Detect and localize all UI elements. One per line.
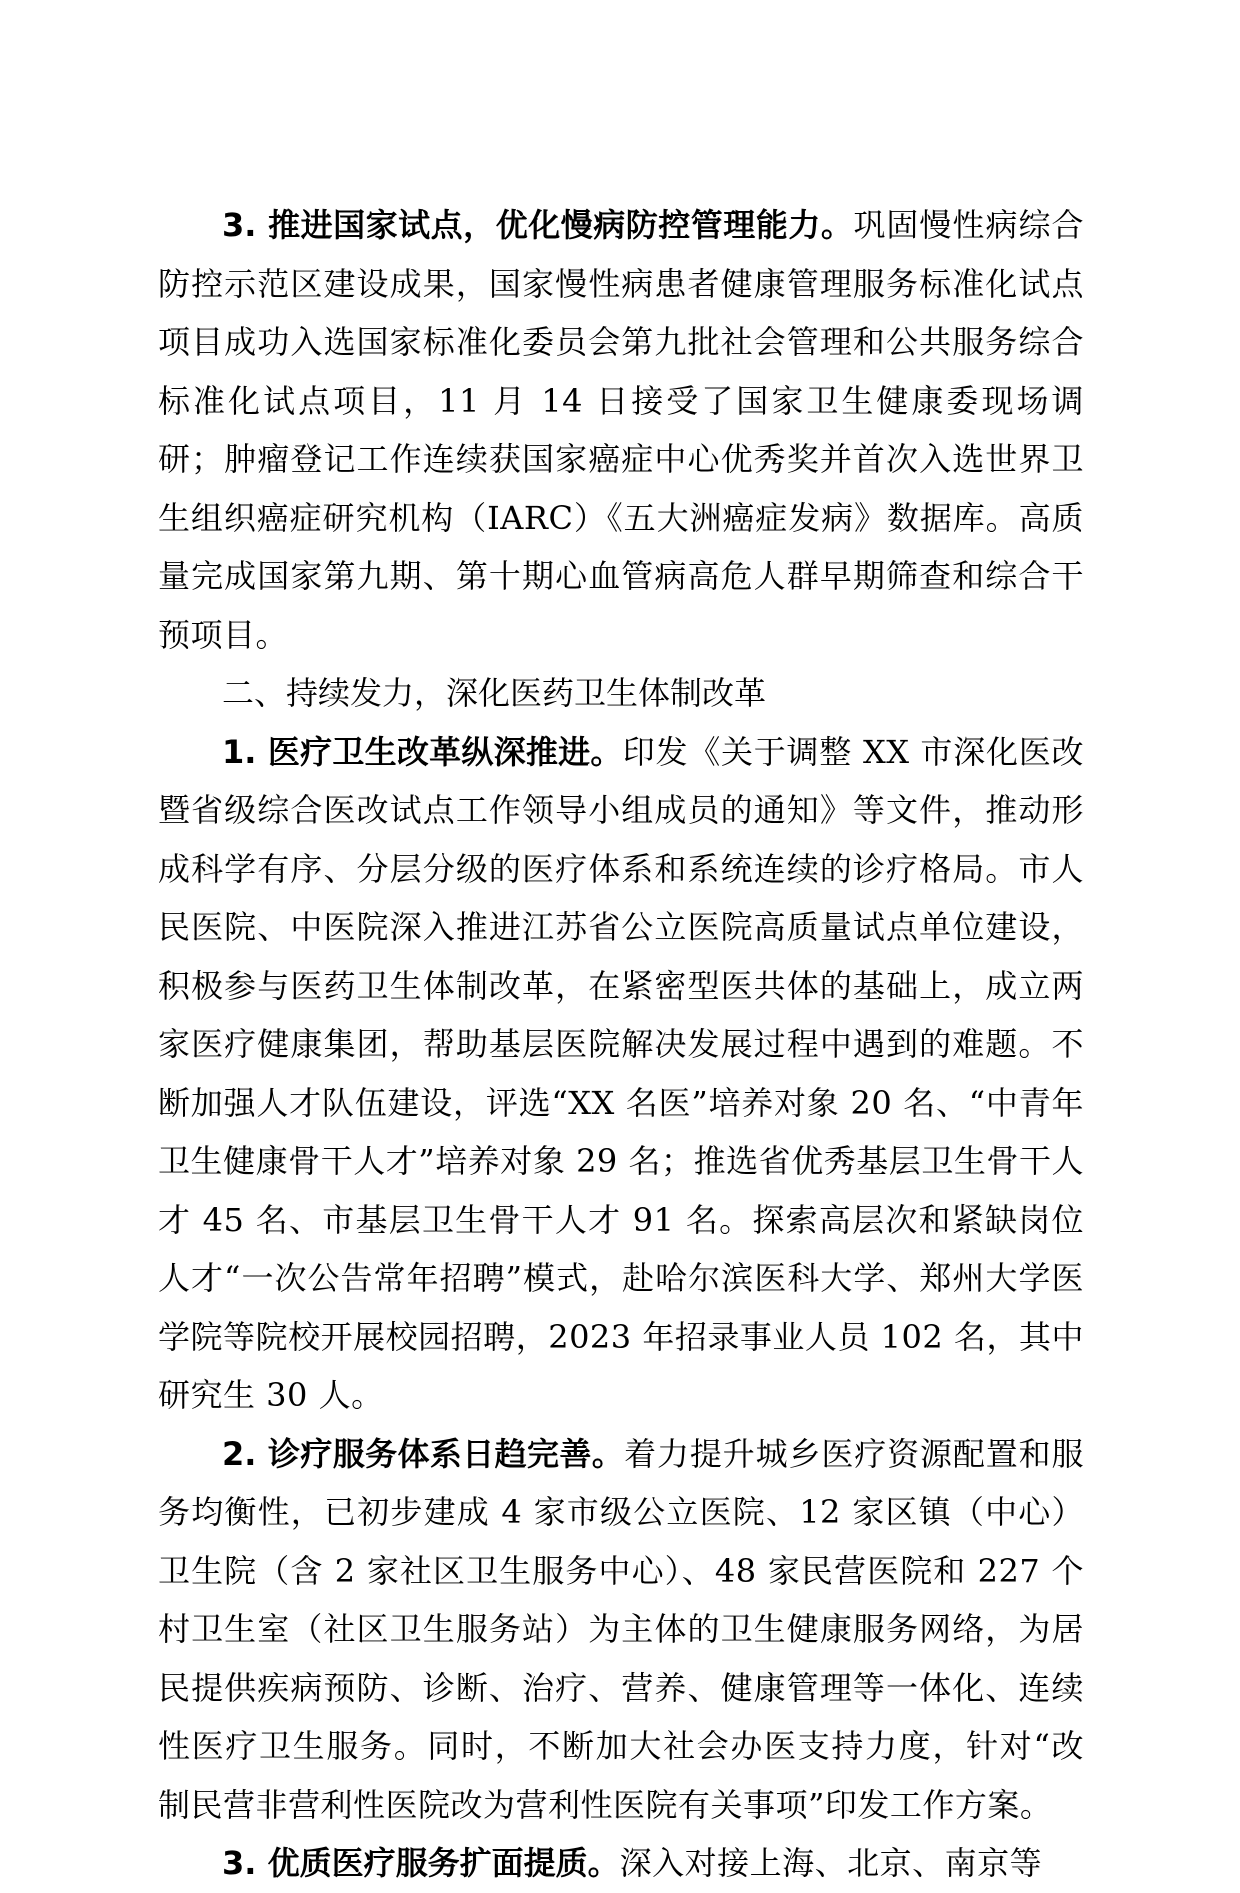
paragraph-text: 巩固慢性病综合防控示范区建设成果，国家慢性病患者健康管理服务标准化试点项目成功入选国家标准化委员会第九批社会管理和公共服务综合标准化试点项目，11 月 14 日接受了国家卫生健康委现场调研；肿瘤登记工作连续获国家癌症中心优秀奖并首次入选世界卫生组织癌症研究机构（IARC）《五大洲癌症发病》数据库。高质量完成国家第九期、第十期心血管病高危人群早期筛查和综合干预项目。 (158, 206, 1084, 654)
paragraph-text: 深入对接上海、北京、南京等 (619, 1844, 1043, 1882)
paragraph-lead: 2. 诊疗服务体系日趋完善。 (222, 1434, 625, 1473)
section-heading: 二、持续发力，深化医药卫生体制改革 (222, 674, 767, 712)
paragraph-lead: 3. 推进国家试点，优化慢病防控管理能力。 (222, 206, 854, 244)
document-page (158, 196, 1084, 1893)
paragraph-medical-reform (158, 723, 1084, 1425)
paragraph-text: 印发《关于调整 XX 市深化医改暨省级综合医改试点工作领导小组成员的通知》等文件，推动形成科学有序、分层分级的医疗体系和系统连续的诊疗格局。市人民医院、中医院深入推进江苏省公立医院高质量试点单位建设，积极参与医药卫生体制改革，在紧密型医共体的基础上，成立两家医疗健康集团，帮助基层医院解决发展过程中遇到的难题。不断加强人才队伍建设，评选“XX 名医”培养对象 20 名、“中青年卫生健康骨干人才”培养对象 29 名；推选省优秀基层卫生骨干人才 45 名、市基层卫生骨干人才 91 名。探索高层次和紧缺岗位人才“一次公告常年招聘”模式，赴哈尔滨医科大学、郑州大学医学院等院校开展校园招聘，2023 年招录事业人员 102 名，其中研究生 30 人。 (158, 732, 1084, 1414)
paragraph-text: 着力提升城乡医疗资源配置和服务均衡性，已初步建成 4 家市级公立医院、12 家区镇（中心）卫生院（含 2 家社区卫生服务中心）、48 家民营医院和 227 个村卫生室（社区卫生服务站）为主体的卫生健康服务网络，为居民提供疾病预防、诊断、治疗、营养、健康管理等一体化、连续性医疗卫生服务。同时，不断加大社会办医支持力度，针对“改制民营非营利性医院改为营利性医院有关事项”印发工作方案。 (158, 1434, 1084, 1824)
paragraph-lead: 1. 医疗卫生改革纵深推进。 (222, 732, 623, 771)
paragraph-service-system (158, 1425, 1084, 1835)
paragraph-pilot-chronic-disease (158, 196, 1084, 664)
paragraph-quality-services (158, 1834, 1084, 1893)
paragraph-lead: 3. 优质医疗服务扩面提质。 (222, 1844, 620, 1882)
